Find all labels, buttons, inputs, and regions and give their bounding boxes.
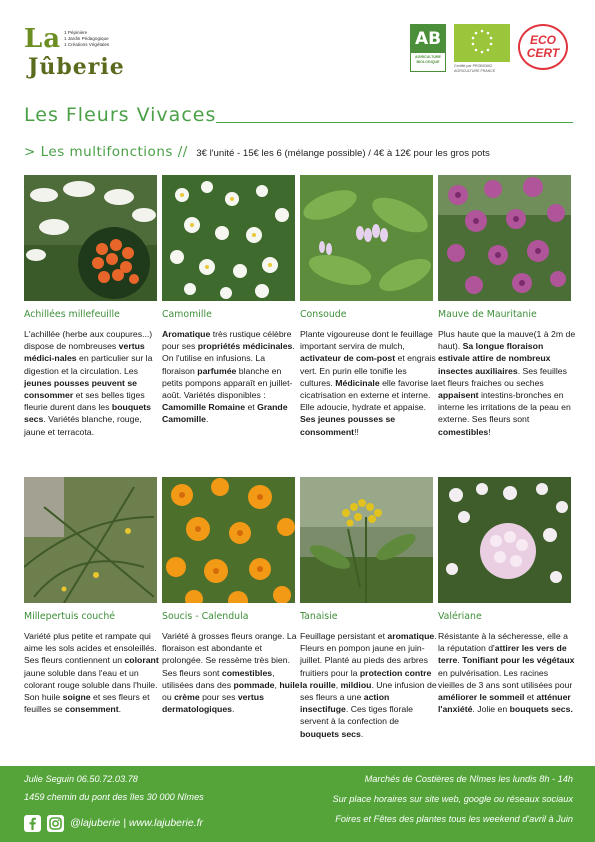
pricing-info: 3€ l'unité - 15€ les 6 (mélange possible) / 4€ à 12€ pour les gros pots: [196, 148, 490, 159]
ecocert-logo: ECO CERT: [518, 24, 568, 70]
body-text: . Ses feuilles et fleurs fraiches ou seches: [438, 365, 567, 388]
highlight-text: bouquets secs: [24, 402, 151, 425]
body-text: très rustique célèbre pour ses: [162, 329, 292, 352]
title-divider: [216, 122, 573, 123]
social-links: [24, 814, 203, 832]
plant-description: [162, 328, 300, 426]
logo-la: La: [24, 24, 62, 54]
highlight-text: atténuer l'anxiété: [438, 692, 571, 715]
body-text: !: [488, 426, 491, 437]
highlight-text: Sa longue floraison estivale attire de nombreux insectes auxiliaires: [438, 341, 551, 376]
body-text: et: [524, 692, 537, 703]
body-text: . Jolie en: [472, 704, 510, 715]
logo-taglines: [64, 30, 109, 48]
camomille-photo: [162, 175, 295, 301]
body-text: ,: [274, 679, 280, 690]
body-text: Résistante à la sécheresse, elle a la réputation d': [438, 631, 568, 654]
tagline: 1 Pépinière: [64, 30, 88, 35]
body-text: , utilisées dans des: [162, 667, 275, 690]
highlight-text: comestibles: [438, 426, 489, 437]
highlight-text: vertus dermatologiques: [162, 692, 264, 715]
highlight-text: mildiou: [340, 679, 372, 690]
plant-name: Millepertuis couché: [24, 611, 116, 622]
highlight-text: colorant: [124, 655, 159, 666]
highlight-text: vertus médici-nales: [24, 341, 145, 364]
eu-organic-leaf-logo: [454, 24, 510, 62]
highlight-text: parfumée: [197, 365, 237, 376]
body-text: et: [245, 402, 258, 413]
plant-description: [300, 328, 438, 438]
highlight-text: protection contre la rouille: [300, 667, 432, 690]
highlight-text: appaisent: [438, 390, 479, 401]
ab-caption: AGRICULTURE BIOLOGIQUE: [415, 55, 441, 64]
highlight-text: consemment: [65, 704, 119, 715]
highlight-text: Ses jeunes pousses se consomment: [300, 414, 396, 437]
plant-name: Consoude: [300, 309, 347, 320]
millepertuis-photo: [24, 477, 157, 603]
market-info: Marchés de Costières de Nîmes les lundis 8h - 14h: [364, 774, 573, 784]
body-text: blanche en petits pompons apparaît en juillet-août. Variétés disponibles :: [162, 365, 293, 401]
body-text: et ses belles tiges fleurie durent dans les: [24, 390, 145, 413]
body-text: .: [360, 728, 364, 739]
body-text: . Fleurs en pompon jaune en juin-juillet. Planté au pieds des arbres fruitiers pour la: [300, 631, 437, 678]
plant-name: Valériane: [438, 611, 482, 622]
plant-name: Camomille: [162, 309, 212, 320]
tanaisie-photo: [300, 477, 433, 603]
plant-name: Soucis - Calendula: [162, 611, 249, 622]
body-text: Variété à grosses fleurs orange. La floraison est abondante et prolongée. Se ressème très bien. Ses fleurs sont: [162, 631, 297, 678]
highlight-text: action insectifuge: [300, 692, 390, 715]
body-text: et engrais vert. En purin elle tonifie les cultures.: [300, 353, 436, 388]
brand-logo: [24, 24, 134, 80]
body-text: Variété plus petite et rampate qui aime les sols acides et ensoleillés. Ses fleurs contiennent un: [24, 631, 157, 666]
highlight-text: comestibles: [221, 667, 273, 678]
consoude-photo: [300, 175, 433, 301]
ab-certification-logo: [410, 24, 446, 72]
highlight-text: attirer les vers de terre: [438, 643, 567, 666]
body-text: Feuillage persistant et: [300, 631, 388, 641]
highlight-text: activateur de com-post: [300, 353, 396, 364]
body-text: et ses fleurs et feuilles se: [24, 692, 150, 715]
plant-description: [162, 630, 300, 715]
plant-name: Mauve de Mauritanie: [438, 309, 537, 320]
mauve-photo: [438, 175, 571, 301]
plant-description: [24, 328, 162, 438]
footer: [0, 766, 595, 842]
tagline: 1 Créations Végétales: [64, 42, 110, 47]
onsite-info: Sur place horaires sur site web, google ou réseaux sociaux: [332, 794, 573, 804]
logo-name: Jûberie: [28, 54, 125, 80]
highlight-text: bouquets secs: [300, 728, 361, 739]
highlight-text: améliorer le sommeil: [438, 692, 525, 703]
highlight-text: aromatique: [387, 631, 435, 641]
highlight-text: soigne: [62, 692, 91, 703]
subtitle-row: [24, 143, 490, 161]
soucis-photo: [162, 477, 295, 603]
body-text: !!: [354, 426, 359, 437]
body-text: jaune soluble dans l'eau et un colorant rouge soluble dans l'huile. Son huile: [24, 667, 158, 703]
highlight-text: bouquets secs.: [509, 704, 573, 715]
plant-name: Tanaisie: [300, 611, 338, 622]
plant-description: [438, 328, 576, 438]
body-text: .: [457, 655, 463, 666]
body-text: elle favorise la cicatrisation en externe et interne. Elle adoucie, hydrate et appaise.: [300, 377, 438, 413]
highlight-text: Médicinale: [335, 377, 380, 388]
highlight-text: Tonifiant pour les végétaux: [462, 655, 575, 666]
facebook-icon[interactable]: [24, 815, 41, 832]
body-text: ,: [335, 679, 341, 690]
body-text: . Ces tiges florale servent à la confection de: [300, 704, 413, 727]
achillee-photo: [24, 175, 157, 301]
plant-description: [438, 630, 576, 715]
instagram-icon[interactable]: [47, 815, 64, 832]
highlight-text: Grande Camomille: [162, 402, 288, 425]
body-text: .: [118, 704, 122, 715]
highlight-text: Camomille Romaine: [162, 402, 246, 413]
highlight-text: pommade: [233, 679, 275, 690]
valeriane-photo: [438, 477, 571, 603]
body-text: . Variétés blanche, rouge, jaune et terracota.: [24, 414, 142, 437]
tagline: 1 Jardin Pédagogique: [64, 36, 109, 41]
body-text: ou: [162, 692, 175, 703]
body-text: .: [205, 414, 209, 425]
plant-name: Achillées millefeuille: [24, 309, 120, 320]
address: 1459 chemin du pont des îles 30 000 Nîmes: [24, 792, 204, 802]
highlight-text: huile: [279, 679, 300, 690]
social-handle-website[interactable]: @lajuberie | www.lajuberie.fr: [70, 817, 204, 829]
body-text: intestins-bronches en interne les irritations de la peau en externe. Ses fleurs sont: [438, 390, 571, 425]
body-text: . On l'utilise en infusions. La floraison: [162, 341, 295, 376]
body-text: . Une infusion de ses fleurs a une: [300, 679, 437, 703]
highlight-text: crème: [174, 692, 200, 703]
highlight-text: propriétés médicinales: [197, 341, 293, 352]
highlight-text: jeunes pousses peuvent se consommer: [24, 377, 137, 401]
body-text: en pulvérisation. Les racines vieilles de 3 ans sont utilisées pour: [438, 667, 573, 690]
body-text: Plante vigoureuse dont le feuillage important servira de mulch,: [300, 329, 433, 352]
body-text: pour ses: [199, 692, 238, 703]
body-text: en particulier sur la digestion et la circulation. Les: [24, 353, 153, 376]
eu-caption: Certifié par PROBIOMO AGRICULTURE FRANCE: [454, 64, 496, 73]
body-text: Plus haute que la mauve(1 à 2m de haut).: [438, 329, 576, 352]
highlight-text: Aromatique: [162, 329, 211, 339]
body-text: .: [232, 704, 235, 715]
fairs-info: Foires et Fêtes des plantes tous les weekend d'avril à Juin: [335, 814, 573, 824]
contact-name-phone: Julie Seguin 06.50.72.03.78: [24, 774, 138, 784]
plant-description: [300, 630, 438, 740]
page-title: Les Fleurs Vivaces: [24, 104, 217, 126]
section-heading: > Les multifonctions //: [24, 144, 188, 160]
plant-description: [24, 630, 162, 715]
ab-mark: AB: [411, 25, 445, 53]
body-text: L'achillée (herbe aux coupures...) dispose de nombreuses: [24, 329, 153, 352]
